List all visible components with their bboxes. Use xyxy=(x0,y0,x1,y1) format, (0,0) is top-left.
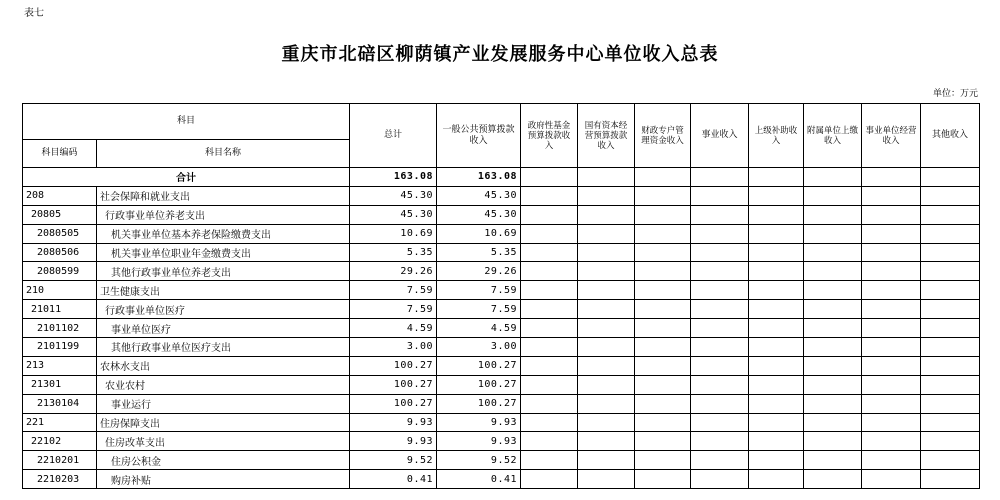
table-row xyxy=(23,281,980,300)
total-cell: 0.41 xyxy=(350,470,437,489)
table-row xyxy=(23,470,980,489)
empty-cell xyxy=(862,281,921,300)
empty-cell xyxy=(749,413,804,432)
empty-cell xyxy=(691,205,749,224)
total-cell: 9.93 xyxy=(350,432,437,451)
empty-cell xyxy=(521,281,578,300)
empty-cell xyxy=(921,243,980,262)
general-budget-cell: 9.52 xyxy=(437,451,521,470)
general-budget-cell: 10.69 xyxy=(437,224,521,243)
table-row xyxy=(23,432,980,451)
empty-cell xyxy=(578,186,635,205)
total-general-budget-cell: 163.08 xyxy=(437,168,521,187)
empty-cell xyxy=(921,319,980,338)
empty-cell xyxy=(862,394,921,413)
general-budget-cell: 0.41 xyxy=(437,470,521,489)
code-cell: 2130104 xyxy=(23,394,97,413)
empty-cell xyxy=(521,432,578,451)
name-cell: 卫生健康支出 xyxy=(97,281,350,300)
empty-cell xyxy=(749,432,804,451)
empty-cell xyxy=(578,451,635,470)
code-cell: 2210201 xyxy=(23,451,97,470)
total-cell: 7.59 xyxy=(350,281,437,300)
empty-cell xyxy=(521,300,578,319)
table-row xyxy=(23,262,980,281)
empty-cell xyxy=(691,451,749,470)
code-cell: 2101199 xyxy=(23,338,97,357)
empty-cell xyxy=(921,224,980,243)
empty-cell xyxy=(578,432,635,451)
empty-cell xyxy=(635,375,691,394)
empty-cell xyxy=(521,413,578,432)
empty-cell xyxy=(691,300,749,319)
empty-cell xyxy=(521,205,578,224)
general-budget-cell: 100.27 xyxy=(437,394,521,413)
name-cell: 住房公积金 xyxy=(97,451,350,470)
general-budget-cell: 29.26 xyxy=(437,262,521,281)
empty-cell xyxy=(578,338,635,357)
empty-cell xyxy=(691,243,749,262)
general-budget-cell: 4.59 xyxy=(437,319,521,338)
empty-cell xyxy=(862,168,921,187)
empty-cell xyxy=(921,281,980,300)
code-cell: 2210203 xyxy=(23,470,97,489)
empty-cell xyxy=(521,451,578,470)
total-cell: 5.35 xyxy=(350,243,437,262)
total-cell: 3.00 xyxy=(350,338,437,357)
empty-cell xyxy=(521,375,578,394)
empty-cell xyxy=(635,168,691,187)
empty-cell xyxy=(804,470,862,489)
empty-cell xyxy=(635,224,691,243)
empty-cell xyxy=(862,470,921,489)
code-cell: 21011 xyxy=(23,300,97,319)
empty-cell xyxy=(921,205,980,224)
header-subject: 科目 xyxy=(23,104,350,140)
empty-cell xyxy=(635,262,691,281)
total-cell: 100.27 xyxy=(350,375,437,394)
total-label: 合计 xyxy=(23,168,350,187)
total-cell: 100.27 xyxy=(350,356,437,375)
header-operation: 事业单位经营收入 xyxy=(862,104,921,168)
general-budget-cell: 7.59 xyxy=(437,300,521,319)
empty-cell xyxy=(578,281,635,300)
empty-cell xyxy=(804,243,862,262)
empty-cell xyxy=(635,356,691,375)
empty-cell xyxy=(691,168,749,187)
name-cell: 农林水支出 xyxy=(97,356,350,375)
empty-cell xyxy=(749,262,804,281)
table-row xyxy=(23,356,980,375)
empty-cell xyxy=(521,243,578,262)
empty-cell xyxy=(521,186,578,205)
empty-cell xyxy=(804,451,862,470)
empty-cell xyxy=(749,356,804,375)
empty-cell xyxy=(862,300,921,319)
empty-cell xyxy=(749,300,804,319)
empty-cell xyxy=(804,356,862,375)
header-fiscal-special: 财政专户管理资金收入 xyxy=(635,104,691,168)
empty-cell xyxy=(521,319,578,338)
table-row xyxy=(23,375,980,394)
header-total: 总计 xyxy=(350,104,437,168)
empty-cell xyxy=(578,205,635,224)
empty-cell xyxy=(921,300,980,319)
empty-cell xyxy=(862,319,921,338)
empty-cell xyxy=(862,243,921,262)
name-cell: 住房保障支出 xyxy=(97,413,350,432)
name-cell: 事业运行 xyxy=(97,394,350,413)
table-row xyxy=(23,319,980,338)
empty-cell xyxy=(804,281,862,300)
empty-cell xyxy=(749,375,804,394)
general-budget-cell: 45.30 xyxy=(437,205,521,224)
general-budget-cell: 100.27 xyxy=(437,356,521,375)
table-row xyxy=(23,186,980,205)
empty-cell xyxy=(862,262,921,281)
code-cell: 21301 xyxy=(23,375,97,394)
table-row xyxy=(23,338,980,357)
name-cell: 行政事业单位养老支出 xyxy=(97,205,350,224)
empty-cell xyxy=(862,186,921,205)
empty-cell xyxy=(804,432,862,451)
empty-cell xyxy=(921,413,980,432)
empty-cell xyxy=(635,413,691,432)
header-business: 事业收入 xyxy=(691,104,749,168)
code-cell: 2080505 xyxy=(23,224,97,243)
empty-cell xyxy=(635,338,691,357)
table-row xyxy=(23,224,980,243)
empty-cell xyxy=(578,300,635,319)
header-affiliated: 附属单位上缴收入 xyxy=(804,104,862,168)
empty-cell xyxy=(804,394,862,413)
empty-cell xyxy=(635,319,691,338)
table-row xyxy=(23,451,980,470)
empty-cell xyxy=(804,262,862,281)
total-cell: 10.69 xyxy=(350,224,437,243)
empty-cell xyxy=(578,394,635,413)
empty-cell xyxy=(749,168,804,187)
header-superior-subsidy: 上级补助收入 xyxy=(749,104,804,168)
empty-cell xyxy=(804,319,862,338)
general-budget-cell: 9.93 xyxy=(437,413,521,432)
empty-cell xyxy=(804,205,862,224)
general-budget-cell: 7.59 xyxy=(437,281,521,300)
total-cell: 7.59 xyxy=(350,300,437,319)
table-row xyxy=(23,243,980,262)
code-cell: 2080599 xyxy=(23,262,97,281)
empty-cell xyxy=(862,205,921,224)
name-cell: 行政事业单位医疗 xyxy=(97,300,350,319)
empty-cell xyxy=(921,186,980,205)
empty-cell xyxy=(521,168,578,187)
empty-cell xyxy=(921,470,980,489)
empty-cell xyxy=(521,262,578,281)
empty-cell xyxy=(862,338,921,357)
empty-cell xyxy=(635,243,691,262)
empty-cell xyxy=(804,338,862,357)
name-cell: 社会保障和就业支出 xyxy=(97,186,350,205)
empty-cell xyxy=(691,224,749,243)
name-cell: 其他行政事业单位养老支出 xyxy=(97,262,350,281)
total-cell: 45.30 xyxy=(350,186,437,205)
empty-cell xyxy=(521,394,578,413)
empty-cell xyxy=(921,394,980,413)
empty-cell xyxy=(691,470,749,489)
name-cell: 其他行政事业单位医疗支出 xyxy=(97,338,350,357)
total-cell: 4.59 xyxy=(350,319,437,338)
general-budget-cell: 45.30 xyxy=(437,186,521,205)
empty-cell xyxy=(804,300,862,319)
empty-cell xyxy=(749,243,804,262)
empty-cell xyxy=(804,186,862,205)
empty-cell xyxy=(691,319,749,338)
header-state-capital: 国有资本经营预算拨款收入 xyxy=(578,104,635,168)
empty-cell xyxy=(578,262,635,281)
empty-cell xyxy=(921,168,980,187)
empty-cell xyxy=(578,168,635,187)
empty-cell xyxy=(691,338,749,357)
empty-cell xyxy=(749,224,804,243)
name-cell: 购房补贴 xyxy=(97,470,350,489)
empty-cell xyxy=(691,413,749,432)
code-cell: 210 xyxy=(23,281,97,300)
empty-cell xyxy=(578,319,635,338)
empty-cell xyxy=(804,224,862,243)
empty-cell xyxy=(578,413,635,432)
empty-cell xyxy=(691,356,749,375)
empty-cell xyxy=(804,168,862,187)
code-cell: 22102 xyxy=(23,432,97,451)
code-cell: 213 xyxy=(23,356,97,375)
empty-cell xyxy=(521,470,578,489)
total-cell: 163.08 xyxy=(350,168,437,187)
empty-cell xyxy=(578,356,635,375)
total-cell: 29.26 xyxy=(350,262,437,281)
empty-cell xyxy=(749,394,804,413)
total-row xyxy=(23,168,980,187)
empty-cell xyxy=(578,375,635,394)
empty-cell xyxy=(521,338,578,357)
empty-cell xyxy=(921,356,980,375)
empty-cell xyxy=(921,338,980,357)
empty-cell xyxy=(691,281,749,300)
header-general-budget: 一般公共预算拨款收入 xyxy=(437,104,521,168)
empty-cell xyxy=(804,413,862,432)
page-title: 重庆市北碚区柳荫镇产业发展服务中心单位收入总表 xyxy=(281,44,719,65)
total-cell: 45.30 xyxy=(350,205,437,224)
empty-cell xyxy=(635,470,691,489)
empty-cell xyxy=(521,224,578,243)
empty-cell xyxy=(635,186,691,205)
table-row xyxy=(23,205,980,224)
empty-cell xyxy=(862,432,921,451)
empty-cell xyxy=(921,432,980,451)
general-budget-cell: 100.27 xyxy=(437,375,521,394)
code-cell: 208 xyxy=(23,186,97,205)
empty-cell xyxy=(862,413,921,432)
code-cell: 2080506 xyxy=(23,243,97,262)
code-cell: 20805 xyxy=(23,205,97,224)
table-row xyxy=(23,300,980,319)
name-cell: 住房改革支出 xyxy=(97,432,350,451)
empty-cell xyxy=(691,375,749,394)
empty-cell xyxy=(578,470,635,489)
empty-cell xyxy=(635,300,691,319)
general-budget-cell: 3.00 xyxy=(437,338,521,357)
empty-cell xyxy=(691,394,749,413)
general-budget-cell: 5.35 xyxy=(437,243,521,262)
empty-cell xyxy=(635,281,691,300)
empty-cell xyxy=(862,451,921,470)
empty-cell xyxy=(749,338,804,357)
empty-cell xyxy=(749,281,804,300)
empty-cell xyxy=(578,224,635,243)
empty-cell xyxy=(862,224,921,243)
header-gov-fund: 政府性基金预算拨款收入 xyxy=(521,104,578,168)
code-cell: 221 xyxy=(23,413,97,432)
table-row xyxy=(23,394,980,413)
name-cell: 机关事业单位职业年金缴费支出 xyxy=(97,243,350,262)
header-name: 科目名称 xyxy=(97,140,350,168)
empty-cell xyxy=(635,205,691,224)
table-number-label: 表七 xyxy=(24,8,44,19)
empty-cell xyxy=(804,375,862,394)
empty-cell xyxy=(635,432,691,451)
general-budget-cell: 9.93 xyxy=(437,432,521,451)
empty-cell xyxy=(921,262,980,281)
empty-cell xyxy=(691,432,749,451)
empty-cell xyxy=(635,394,691,413)
income-summary-table xyxy=(22,103,980,489)
empty-cell xyxy=(691,186,749,205)
empty-cell xyxy=(749,319,804,338)
empty-cell xyxy=(578,243,635,262)
total-cell: 100.27 xyxy=(350,394,437,413)
empty-cell xyxy=(921,451,980,470)
name-cell: 事业单位医疗 xyxy=(97,319,350,338)
empty-cell xyxy=(862,356,921,375)
unit-label: 单位：万元 xyxy=(932,89,978,99)
name-cell: 农业农村 xyxy=(97,375,350,394)
empty-cell xyxy=(749,470,804,489)
empty-cell xyxy=(635,451,691,470)
header-other: 其他收入 xyxy=(921,104,980,168)
header-code: 科目编码 xyxy=(23,140,97,168)
empty-cell xyxy=(749,186,804,205)
total-cell: 9.93 xyxy=(350,413,437,432)
table-row xyxy=(23,413,980,432)
empty-cell xyxy=(749,451,804,470)
empty-cell xyxy=(521,356,578,375)
empty-cell xyxy=(749,205,804,224)
name-cell: 机关事业单位基本养老保险缴费支出 xyxy=(97,224,350,243)
code-cell: 2101102 xyxy=(23,319,97,338)
empty-cell xyxy=(862,375,921,394)
empty-cell xyxy=(691,262,749,281)
empty-cell xyxy=(921,375,980,394)
total-cell: 9.52 xyxy=(350,451,437,470)
